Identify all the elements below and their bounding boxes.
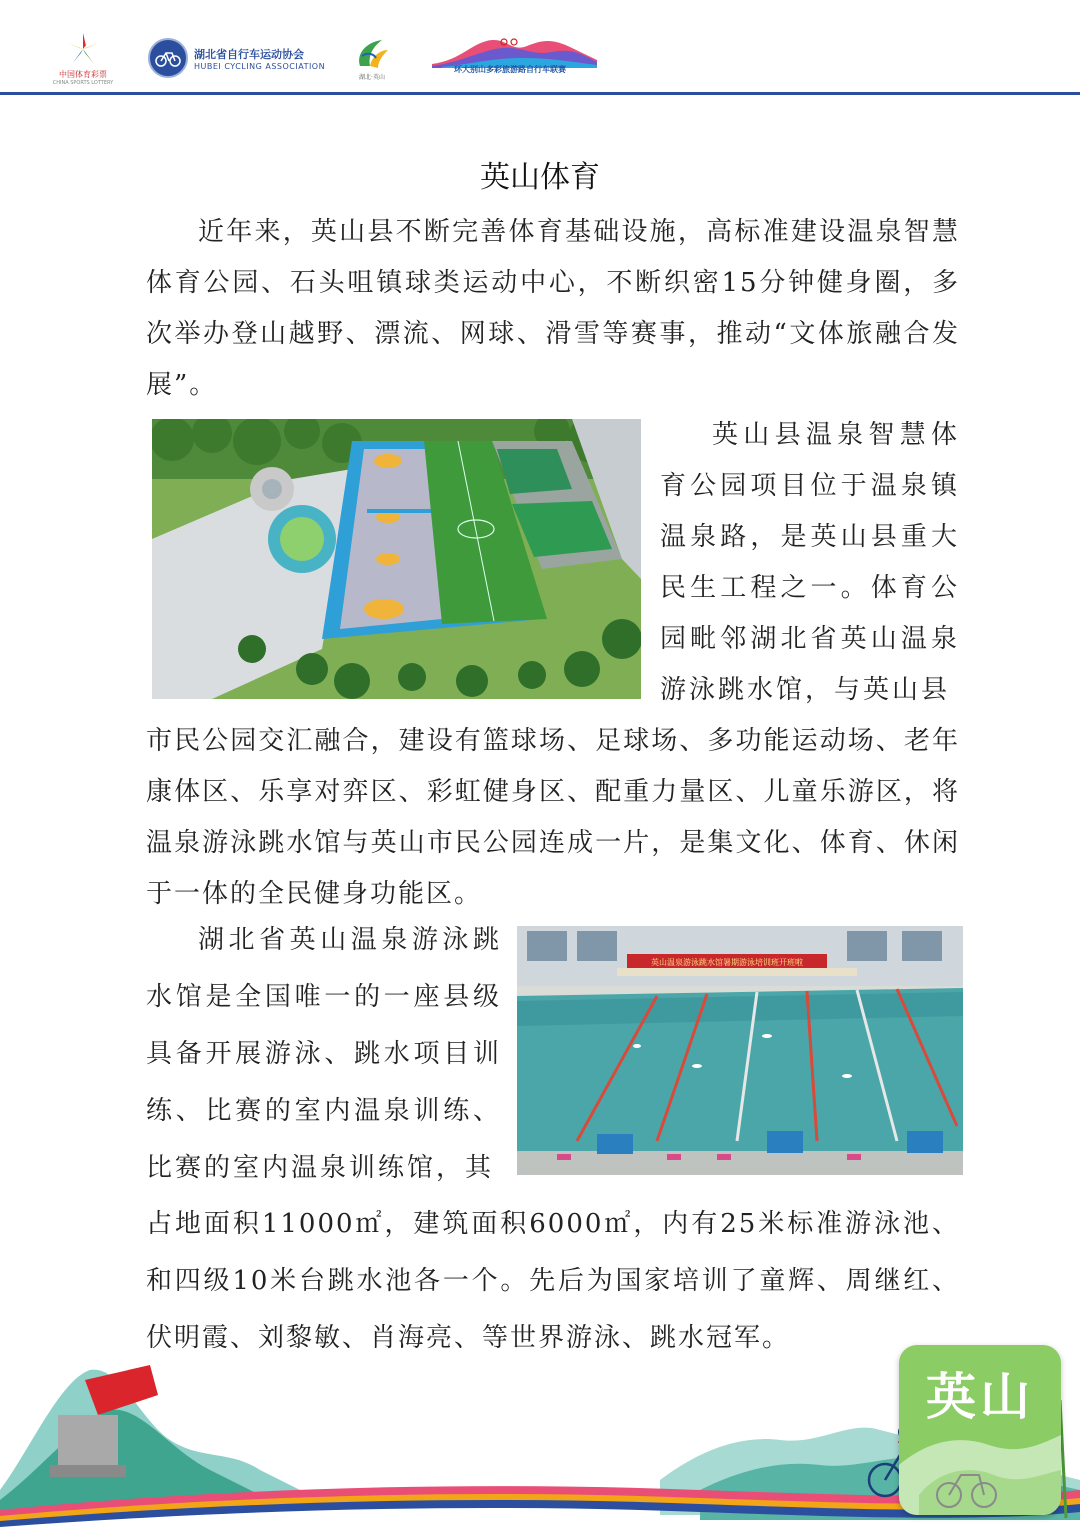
badge-text: 英山 xyxy=(926,1368,1034,1426)
sports-park-aerial-image xyxy=(152,419,641,699)
sports-park-paragraph-continued: 市民公园交汇融合，建设有篮球场、足球场、多功能运动场、老年康体区、乐享对弈区、彩虹健身区、配重力量区、儿童乐游区，将温泉游泳跳水馆与英山市民公园连成一片，是集文化、体育、休闲于一体的全民健身功能区。 xyxy=(146,726,960,909)
sports-park-paragraph-wrap: 英山县温泉智慧体育公园项目位于温泉镇温泉路，是英山县重大民生工程之一。体育公园毗邻湖北省英山温泉游泳跳水馆，与英山县 xyxy=(660,420,960,705)
association-name: 湖北省自行车运动协会 xyxy=(194,47,304,61)
page-title: 英山体育 xyxy=(480,160,600,195)
leaf-swirl-icon xyxy=(352,36,392,72)
association-emblem-icon xyxy=(148,38,188,78)
header-divider xyxy=(0,92,1080,95)
lottery-name-en: CHINA SPORTS LOTTERY xyxy=(52,80,114,86)
association-name-en: HUBEI CYCLING ASSOCIATION xyxy=(194,61,326,71)
race-series-name: 环大别山多彩旅游路自行车联赛 xyxy=(454,65,566,74)
sports-lottery-logo xyxy=(52,30,114,86)
indoor-pool-image xyxy=(517,926,963,1175)
page-header xyxy=(0,0,1080,96)
mountain-cyclist-icon xyxy=(432,34,597,68)
lottery-star-icon xyxy=(64,30,102,68)
swimming-hall-paragraph-wrap: 湖北省英山温泉游泳跳水馆是全国唯一的一座县级具备开展游泳、跳水项目训练、比赛的室内温泉训练、比赛的室内温泉训练馆，其 xyxy=(146,925,502,1183)
pool-banner-text: 英山温泉游泳跳水馆暑期游泳培训班开班啦 xyxy=(651,958,803,967)
cycling-association-logo xyxy=(148,38,325,78)
intro-paragraph: 近年来，英山县不断完善体育基础设施，高标准建设温泉智慧体育公园、石头咀镇球类运动中心，不断织密15分钟健身圈，多次举办登山越野、漂流、网球、滑雪等赛事，推动“文体旅融合发展”。 xyxy=(146,217,960,400)
yingshan-badge xyxy=(899,1345,1061,1515)
race-series-logo xyxy=(432,34,597,75)
lottery-name: 中国体育彩票 xyxy=(59,70,107,79)
hubei-yingshan-logo xyxy=(352,36,392,81)
hubei-tag: 湖北·英山 xyxy=(359,74,385,81)
swimming-hall-paragraph-continued: 占地面积11000㎡，建筑面积6000㎡，内有25米标准游泳池、和四级10米台跳水池各一个。先后为国家培训了童辉、周继红、伏明霞、刘黎敏、肖海亮、等世界游泳、跳水冠军。 xyxy=(146,1209,960,1353)
